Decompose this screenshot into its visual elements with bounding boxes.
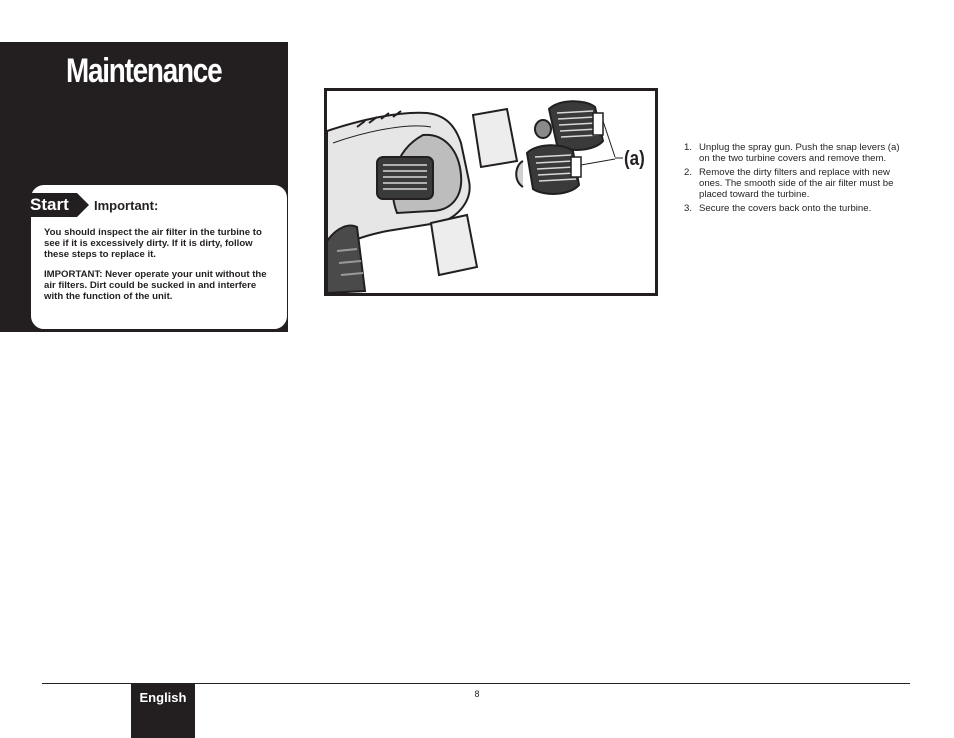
step-text: Remove the dirty filters and replace with new ones. The smooth side of the air filter must be placed toward the turbine. [699, 167, 894, 200]
start-tag [22, 193, 89, 217]
step-text: Unplug the spray gun. Push the snap levers (a) on the two turbine covers and remove them. [699, 142, 900, 164]
callout-label-a: (a) [624, 148, 645, 170]
start-tag-label: Start [22, 193, 77, 217]
page-number: 8 [474, 689, 480, 699]
list-item [684, 167, 910, 200]
list-item [684, 203, 910, 214]
start-tag-arrow-icon [77, 193, 89, 217]
step-number: 3. [684, 203, 693, 214]
step-number: 2. [684, 167, 693, 178]
page-title: Maintenance [66, 52, 222, 90]
turbine-illustration [327, 91, 655, 293]
important-paragraph-2: IMPORTANT: Never operate your unit without the air filters. Dirt could be sucked in and interfere with the function of the unit. [44, 269, 267, 302]
turbine-figure [324, 88, 658, 296]
step-text: Secure the covers back onto the turbine. [699, 203, 872, 214]
language-tab: English [131, 684, 195, 738]
important-heading: Important: [94, 198, 159, 213]
important-paragraph-1: You should inspect the air filter in the turbine to see if it is excessively dirty. If it is dirty, follow these steps to replace it. [44, 227, 262, 260]
steps-list [684, 142, 910, 217]
list-item [684, 142, 910, 164]
step-number: 1. [684, 142, 693, 153]
